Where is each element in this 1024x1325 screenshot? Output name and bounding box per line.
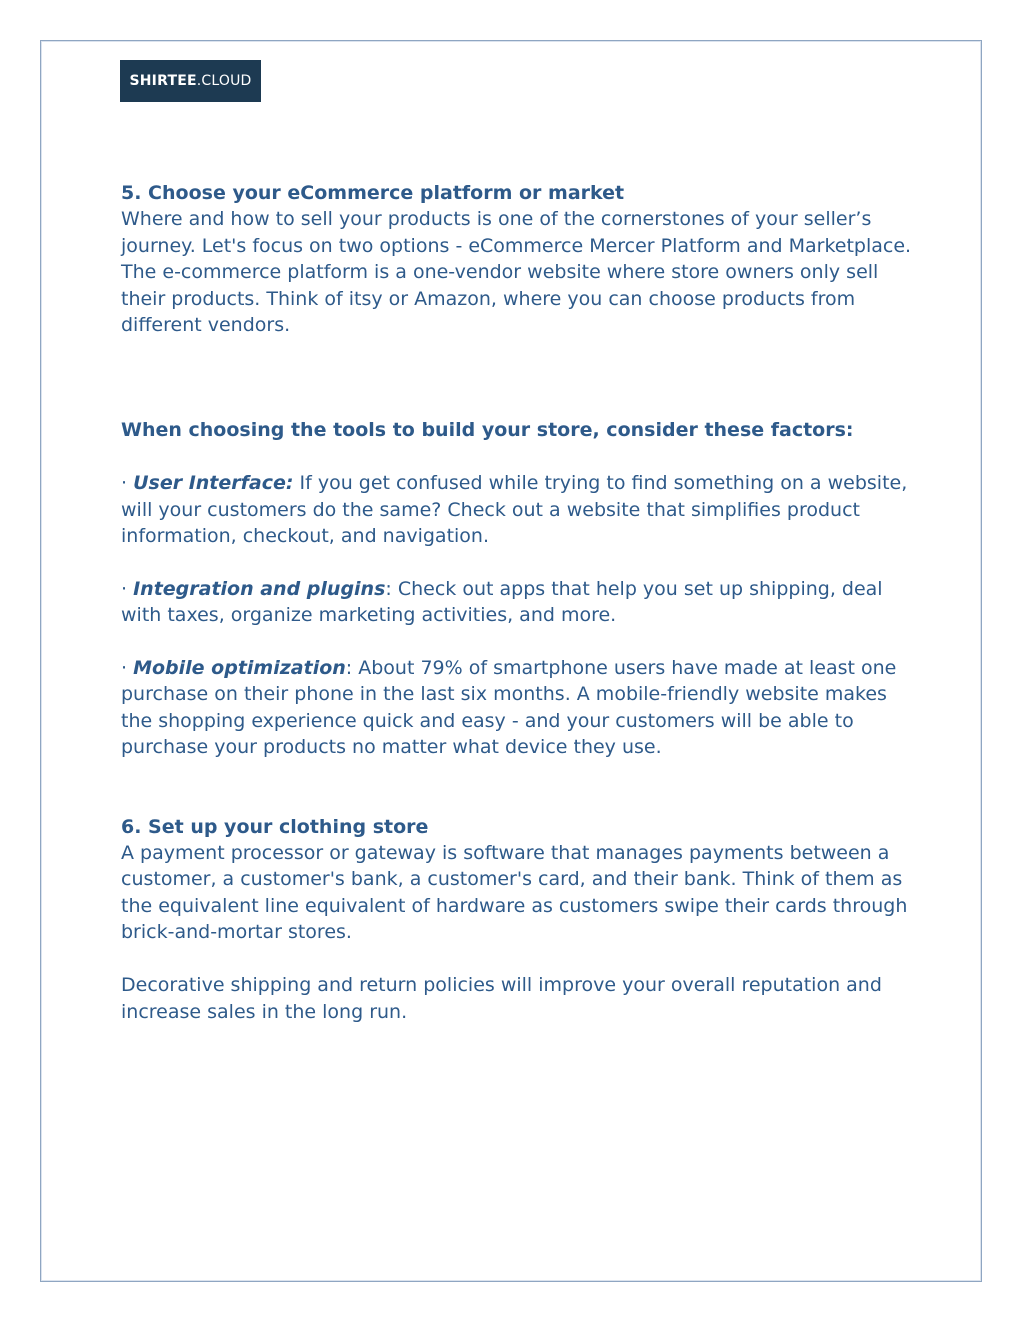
bullet: · (121, 577, 134, 600)
shirtee-cloud-logo (120, 60, 261, 102)
section-5-body: Where and how to sell your products is one of the cornerstones of your seller’s journey. Let's focus on two options - eCommerce Mercer Platform and Marketplace. The e-commerce platform is a one-vendor website where store owners only sell their products. Think of itsy or Amazon, where you can choose products from different vendors. (121, 208, 912, 337)
factor-text: : About 79% of smartphone users have made at least one purchase on their phone in the last six months. A mobile-friendly website makes the shopping experience quick and easy - and your customers will be able to purchase your products no matter what device they use. (121, 657, 897, 759)
bullet: · (121, 472, 134, 495)
logo-text-light: .CLOUD (196, 73, 252, 89)
factor-user-interface (121, 470, 921, 549)
factor-term: User Interface: (133, 472, 294, 495)
bullet: · (121, 657, 134, 680)
section-6-heading: 6. Set up your clothing store (121, 815, 429, 838)
factor-term: Mobile optimization (133, 657, 346, 680)
logo-text-strong: SHIRTEE (129, 73, 197, 89)
logo-text (129, 73, 251, 89)
section-6-body-2: Decorative shipping and return policies will improve your overall reputation and increase sales in the long run. (121, 974, 882, 1023)
factor-text: : Check out apps that help you set up shipping, deal with taxes, organize marketing activities, and more. (121, 577, 883, 627)
section-5-heading: 5. Choose your eCommerce platform or market (121, 182, 625, 204)
section-6-body: A payment processor or gateway is software that manages payments between a customer, a customer's bank, a customer's card, and their bank. Think of them as the equivalent line equivalent of hardware as customers swipe their cards through brick-and-mortar stores. (121, 842, 908, 944)
factor-mobile-optimization (121, 655, 921, 761)
factor-integration-plugins (121, 576, 921, 629)
document-content (121, 180, 921, 1025)
factor-text: If you get confused while trying to find something on a website, will your customers do the same? Check out a website that simplifies product information, checkout, and navigation. (121, 472, 908, 548)
factors-heading: When choosing the tools to build your store, consider these factors: (121, 419, 854, 442)
factor-term: Integration and plugins (133, 577, 386, 600)
